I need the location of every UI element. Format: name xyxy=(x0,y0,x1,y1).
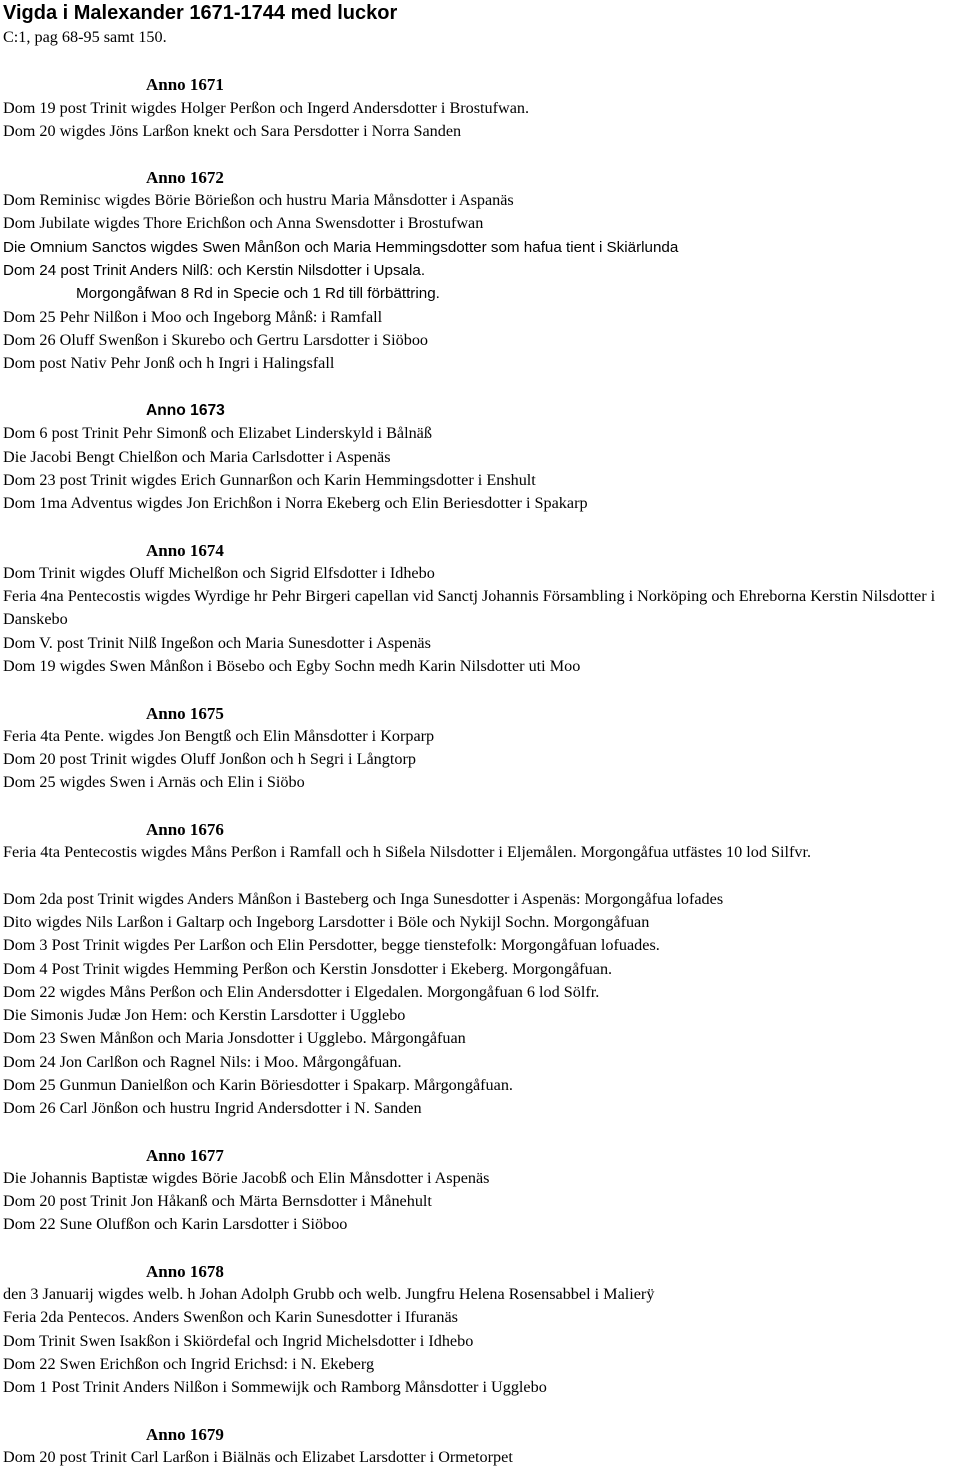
record-line: Dom Trinit wigdes Oluff Michelßon och Sigrid Elfsdotter i Idhebo xyxy=(3,564,435,582)
year-heading-1678: Anno 1678 xyxy=(146,1262,224,1281)
record-line: Dom 20 post Trinit Carl Larßon i Biälnäs och Elizabet Larsdotter i Ormetorpet xyxy=(3,1448,513,1466)
year-heading-1674: Anno 1674 xyxy=(146,541,224,560)
record-line: Dito wigdes Nils Larßon i Galtarp och Ingeborg Larsdotter i Böle och Nykijl Sochn. Morgongåfuan xyxy=(3,913,650,931)
year-heading-1676: Anno 1676 xyxy=(146,820,224,839)
year-heading-1672: Anno 1672 xyxy=(146,168,224,187)
record-line: Dom post Nativ Pehr Jonß och h Ingri i Halingsfall xyxy=(3,354,335,372)
record-line: Die Jacobi Bengt Chielßon och Maria Carlsdotter i Aspenäs xyxy=(3,448,391,466)
record-line: Dom 20 wigdes Jöns Larßon knekt och Sara Persdotter i Norra Sanden xyxy=(3,122,462,140)
record-line: Dom 22 wigdes Måns Perßon och Elin Andersdotter i Elgedalen. Morgongåfuan 6 lod Sölfr. xyxy=(3,983,600,1001)
record-line: Dom 1ma Adventus wigdes Jon Erichßon i Norra Ekeberg och Elin Beriesdotter i Spakarp xyxy=(3,494,588,512)
record-line: Dom 23 Swen Månßon och Maria Jonsdotter i Ugglebo. Mårgongåfuan xyxy=(3,1029,466,1047)
record-line: Dom 22 Swen Erichßon och Ingrid Erichsd: i N. Ekeberg xyxy=(3,1355,375,1373)
record-line: Dom 26 Carl Jönßon och hustru Ingrid Andersdotter i N. Sanden xyxy=(3,1099,422,1117)
record-line: Dom 25 wigdes Swen i Arnäs och Elin i Siöbo xyxy=(3,773,305,791)
record-line: Dom 6 post Trinit Pehr Simonß och Elizabet Linderskyld i Bålnäß xyxy=(3,424,432,442)
source-reference: C:1, pag 68-95 samt 150. xyxy=(3,28,167,46)
year-heading-1677: Anno 1677 xyxy=(146,1146,224,1165)
record-line: Dom 20 post Trinit Jon Håkanß och Märta Bernsdotter i Månehult xyxy=(3,1192,432,1210)
record-line: Die Johannis Baptistæ wigdes Börie Jacobß och Elin Månsdotter i Aspenäs xyxy=(3,1169,490,1187)
record-line: Dom 22 Sune Olufßon och Karin Larsdotter i Siöboo xyxy=(3,1215,348,1233)
record-line: Morgongåfwan 8 Rd in Specie och 1 Rd till förbättring. xyxy=(76,285,440,302)
record-line: Dom Reminisc wigdes Börie Börießon och hustru Maria Månsdotter i Aspanäs xyxy=(3,191,514,209)
record-line: Dom 1 Post Trinit Anders Nilßon i Sommewijk och Ramborg Månsdotter i Ugglebo xyxy=(3,1378,547,1396)
record-line: Dom 3 Post Trinit wigdes Per Larßon och Elin Persdotter, begge tienstefolk: Morgongåfuan lofuades. xyxy=(3,936,660,954)
record-line: Dom 24 Jon Carlßon och Ragnel Nils: i Moo. Mårgongåfuan. xyxy=(3,1053,402,1071)
year-heading-1675: Anno 1675 xyxy=(146,704,224,723)
record-line: Feria 4ta Pente. wigdes Jon Bengtß och Elin Månsdotter i Korparp xyxy=(3,727,435,745)
record-line: Dom Trinit Swen Isakßon i Skiördefal och Ingrid Michelsdotter i Idhebo xyxy=(3,1332,474,1350)
record-line: Feria 4ta Pentecostis wigdes Måns Perßon i Ramfall och h Sißela Nilsdotter i Eljemålen. Morgongåfua utfästes 10 lod Silfvr. xyxy=(3,843,812,861)
year-heading-1679: Anno 1679 xyxy=(146,1425,224,1444)
year-heading-1671: Anno 1671 xyxy=(146,75,224,94)
record-line: Dom 19 wigdes Swen Månßon i Bösebo och Egby Sochn medh Karin Nilsdotter uti Moo xyxy=(3,657,581,675)
record-line: Dom Jubilate wigdes Thore Erichßon och Anna Swensdotter i Brostufwan xyxy=(3,214,484,232)
record-line: Die Omnium Sanctos wigdes Swen Månßon och Maria Hemmingsdotter som hafua tient i Skiärlunda xyxy=(3,239,679,256)
record-line: Dom 25 Pehr Nilßon i Moo och Ingeborg Månß: i Ramfall xyxy=(3,308,383,326)
record-line: Dom 19 post Trinit wigdes Holger Perßon och Ingerd Andersdotter i Brostufwan. xyxy=(3,99,530,117)
record-line: Dom V. post Trinit Nilß Ingeßon och Maria Sunesdotter i Aspenäs xyxy=(3,634,431,652)
document-title: Vigda i Malexander 1671-1744 med luckor xyxy=(3,2,398,24)
record-line: Feria 2da Pentecos. Anders Swenßon och Karin Sunesdotter i Ifuranäs xyxy=(3,1308,458,1326)
record-line: Dom 23 post Trinit wigdes Erich Gunnarßon och Karin Hemmingsdotter i Enshult xyxy=(3,471,536,489)
record-line: Dom 24 post Trinit Anders Nilß: och Kerstin Nilsdotter i Upsala. xyxy=(3,262,426,279)
record-line: Dom 25 Gunmun Danielßon och Karin Böriesdotter i Spakarp. Mårgongåfuan. xyxy=(3,1076,513,1094)
record-line: Dom 26 Oluff Swenßon i Skurebo och Gertru Larsdotter i Siöboo xyxy=(3,331,429,349)
record-line: den 3 Januarij wigdes welb. h Johan Adolph Grubb och welb. Jungfru Helena Rosensabbel i Malierÿ xyxy=(3,1285,655,1303)
record-line: Dom 20 post Trinit wigdes Oluff Jonßon och h Segri i Långtorp xyxy=(3,750,416,768)
record-line: Dom 4 Post Trinit wigdes Hemming Perßon och Kerstin Jonsdotter i Ekeberg. Morgongåfuan. xyxy=(3,960,613,978)
record-line: Die Simonis Judæ Jon Hem: och Kerstin Larsdotter i Ugglebo xyxy=(3,1006,406,1024)
record-line: Dom 2da post Trinit wigdes Anders Månßon i Basteberg och Inga Sunesdotter i Aspenäs: Morgongåfua lofades xyxy=(3,890,724,908)
year-heading-1673: Anno 1673 xyxy=(146,402,225,419)
record-line: Feria 4na Pentecostis wigdes Wyrdige hr Pehr Birgeri capellan vid Sanctj Johannis Försambling i Norköping och Ehreborna Kerstin Nilsdotter i Danskebo xyxy=(3,587,936,629)
